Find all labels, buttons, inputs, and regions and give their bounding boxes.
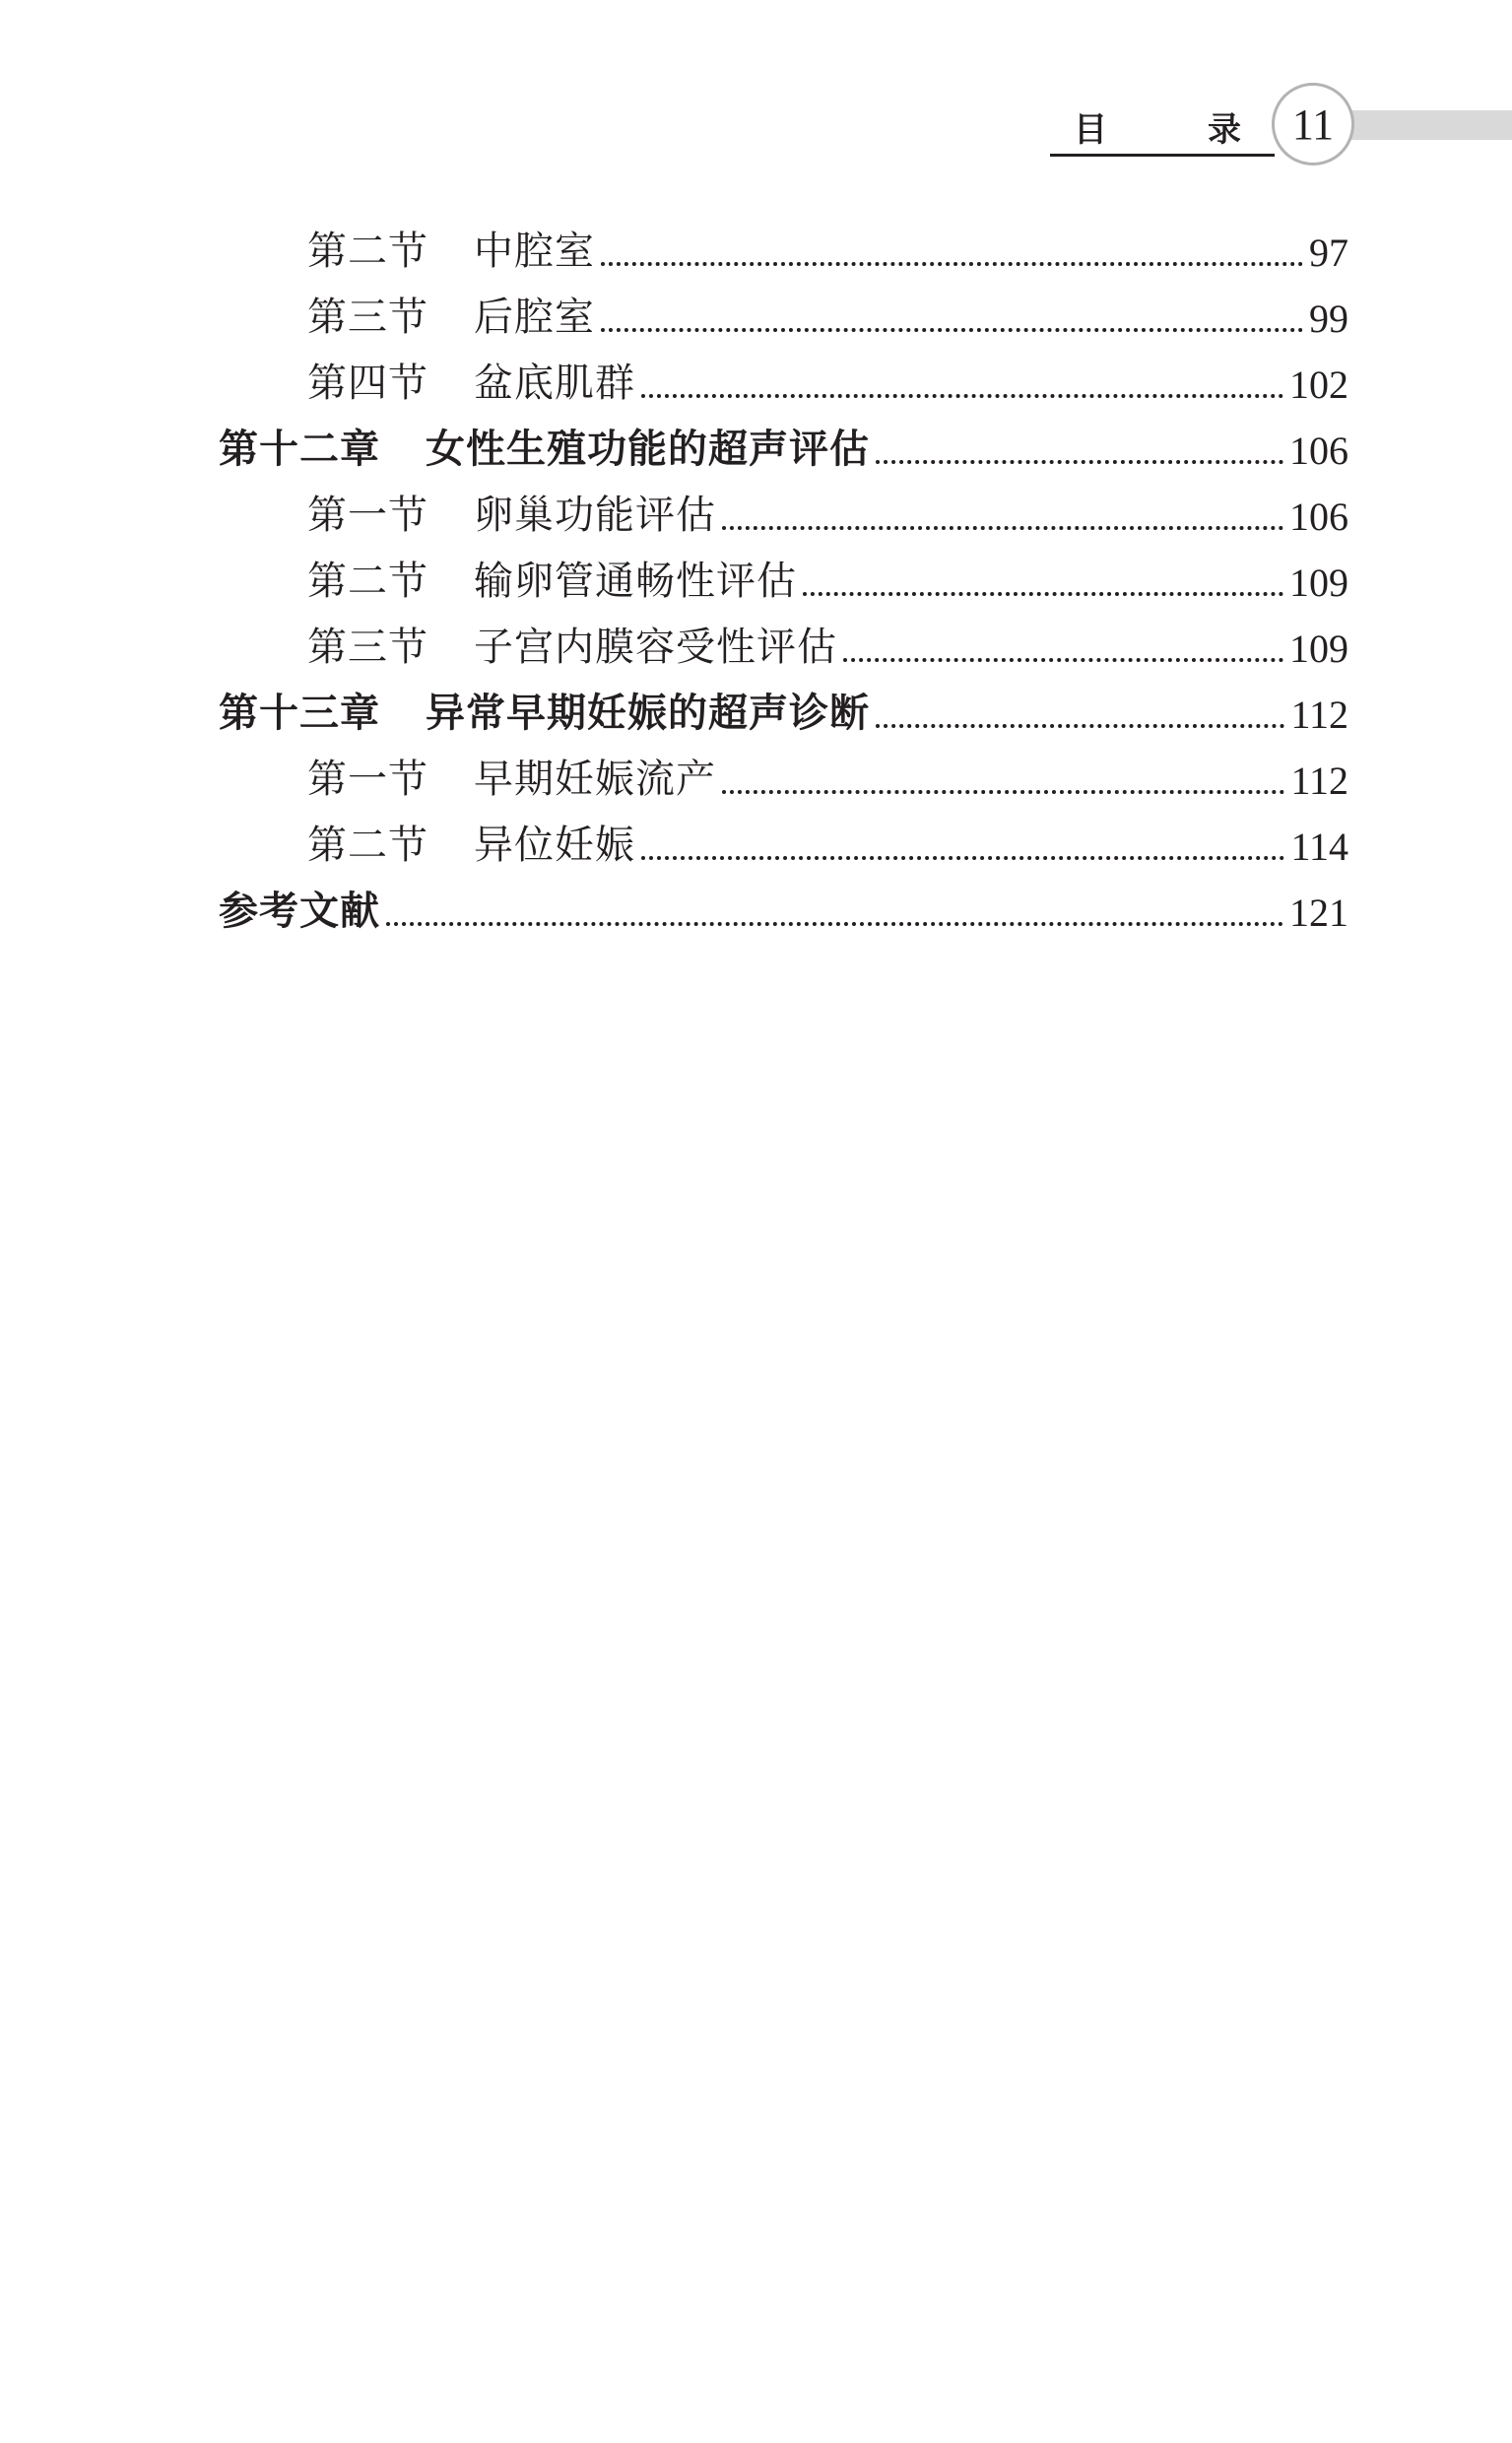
toc-section-entry[interactable]	[219, 552, 1348, 618]
running-header	[0, 0, 1512, 177]
toc-entry-title: 输卵管通畅性评估	[474, 559, 797, 604]
dot-leader	[601, 328, 1303, 332]
dot-leader	[386, 922, 1283, 926]
toc-section-entry[interactable]	[219, 750, 1348, 816]
toc-entry-page-number: 99	[1309, 297, 1348, 341]
toc-chapter-entry[interactable]	[219, 882, 1348, 948]
toc-entry-label: 第三节	[307, 295, 428, 340]
toc-section-entry[interactable]	[219, 618, 1348, 684]
dot-leader	[722, 790, 1284, 794]
toc-entry-page-number: 112	[1290, 759, 1348, 803]
toc-entry-label: 第十三章	[219, 691, 380, 736]
toc-entry-page-number: 102	[1289, 363, 1348, 407]
table-of-contents	[219, 222, 1348, 948]
dot-leader	[601, 262, 1303, 266]
toc-entry-page-number: 112	[1290, 693, 1348, 737]
toc-entry-label: 第二节	[307, 823, 428, 868]
toc-entry-page-number: 114	[1290, 825, 1348, 869]
toc-entry-title: 卵巢功能评估	[474, 493, 716, 538]
page-number-badge	[1272, 83, 1354, 165]
header-title-char-1: 目	[1074, 109, 1107, 150]
dot-leader	[843, 658, 1283, 662]
toc-entry-page-number: 106	[1289, 429, 1348, 473]
toc-entry-title: 参考文献	[219, 889, 380, 934]
dot-leader	[876, 724, 1284, 728]
toc-section-entry[interactable]	[219, 288, 1348, 354]
toc-entry-label: 第一节	[307, 493, 428, 538]
dot-leader	[641, 856, 1284, 860]
toc-entry-title: 女性生殖功能的超声评估	[426, 427, 870, 472]
toc-entry-page-number: 97	[1309, 231, 1348, 275]
header-decorative-bar	[1349, 110, 1512, 140]
header-rule	[1050, 154, 1275, 157]
toc-entry-page-number: 109	[1289, 627, 1348, 671]
dot-leader	[722, 526, 1283, 530]
dot-leader	[641, 394, 1283, 398]
toc-entry-label: 第一节	[307, 757, 428, 802]
toc-entry-page-number: 106	[1289, 495, 1348, 539]
toc-entry-label: 第四节	[307, 361, 428, 406]
toc-section-entry[interactable]	[219, 816, 1348, 882]
page-number: 11	[1291, 99, 1335, 149]
toc-entry-label: 第十二章	[219, 427, 380, 472]
header-title-char-2: 录	[1208, 109, 1241, 150]
toc-entry-title: 后腔室	[474, 295, 595, 340]
dot-leader	[803, 592, 1283, 596]
toc-chapter-entry[interactable]	[219, 684, 1348, 750]
toc-chapter-entry[interactable]	[219, 420, 1348, 486]
toc-entry-label: 第二节	[307, 559, 428, 604]
toc-entry-label: 第三节	[307, 625, 428, 670]
header-title	[1074, 99, 1241, 154]
toc-entry-title: 盆底肌群	[474, 361, 635, 406]
toc-section-entry[interactable]	[219, 222, 1348, 288]
toc-entry-label: 第二节	[307, 229, 428, 274]
dot-leader	[876, 460, 1283, 464]
toc-entry-title: 子宫内膜容受性评估	[474, 625, 837, 670]
toc-entry-title: 早期妊娠流产	[474, 757, 716, 802]
toc-entry-title: 异位妊娠	[474, 823, 635, 868]
toc-entry-title: 中腔室	[474, 229, 595, 274]
toc-entry-title: 异常早期妊娠的超声诊断	[426, 691, 870, 736]
toc-section-entry[interactable]	[219, 486, 1348, 552]
toc-entry-page-number: 109	[1289, 561, 1348, 605]
toc-section-entry[interactable]	[219, 354, 1348, 420]
toc-entry-page-number: 121	[1289, 891, 1348, 935]
